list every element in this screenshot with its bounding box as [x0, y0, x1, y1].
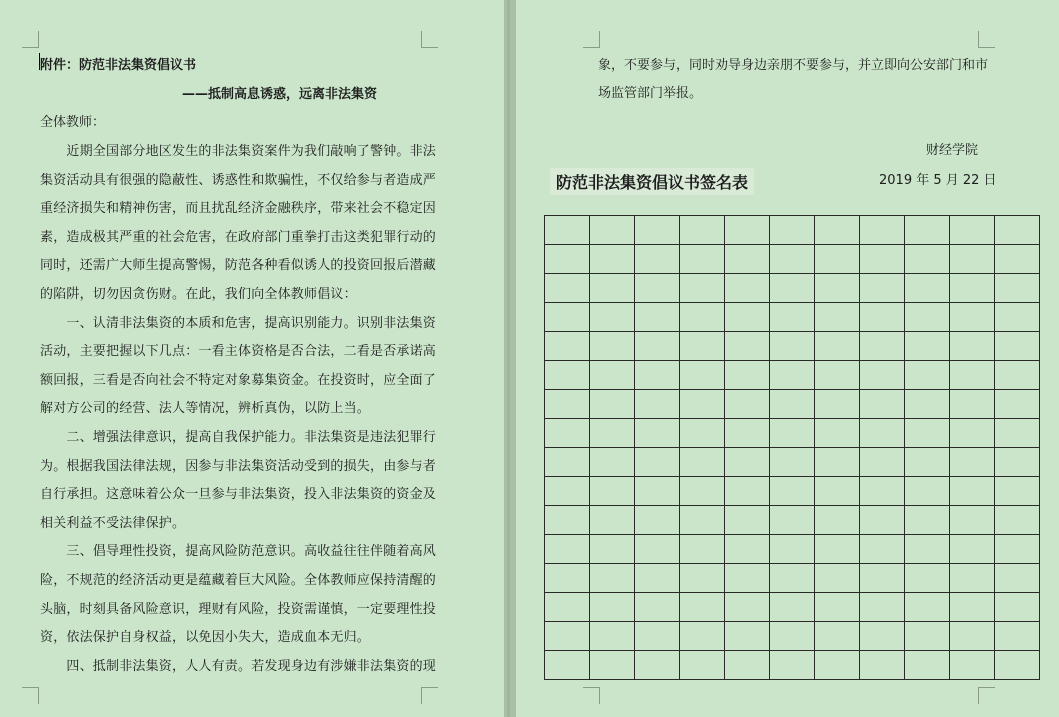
table-cell[interactable]	[725, 303, 770, 332]
table-cell[interactable]	[680, 245, 725, 274]
table-cell[interactable]	[995, 361, 1040, 390]
table-cell[interactable]	[680, 216, 725, 245]
table-cell[interactable]	[725, 274, 770, 303]
signature[interactable]: 财经学院	[926, 143, 979, 158]
table-cell[interactable]	[905, 651, 950, 680]
table-cell[interactable]	[950, 535, 995, 564]
crop-mark-top-right	[978, 31, 995, 48]
table-cell[interactable]	[995, 535, 1040, 564]
table-cell[interactable]	[725, 477, 770, 506]
table-cell[interactable]	[905, 332, 950, 361]
table-cell[interactable]	[635, 419, 680, 448]
table-cell[interactable]	[635, 245, 680, 274]
table-cell[interactable]	[770, 419, 815, 448]
table-cell[interactable]	[860, 390, 905, 419]
table-cell[interactable]	[590, 622, 635, 651]
table-cell[interactable]	[815, 332, 860, 361]
crop-mark-top-left	[22, 31, 39, 48]
table-row	[545, 564, 1040, 593]
table-cell[interactable]	[545, 332, 590, 361]
table-cell[interactable]	[860, 622, 905, 651]
signature-table-title[interactable]: 防范非法集资倡议书签名表	[550, 168, 754, 195]
table-cell[interactable]	[680, 274, 725, 303]
table-cell[interactable]	[950, 564, 995, 593]
table-cell[interactable]	[545, 303, 590, 332]
table-cell[interactable]	[590, 506, 635, 535]
table-cell[interactable]	[635, 274, 680, 303]
table-cell[interactable]	[995, 332, 1040, 361]
body-line[interactable]: 解对方公司的经营、法人等情况，辨析真伪，以防上当。	[40, 401, 371, 417]
table-cell[interactable]	[815, 245, 860, 274]
table-cell[interactable]	[770, 535, 815, 564]
table-cell[interactable]	[995, 593, 1040, 622]
table-cell[interactable]	[725, 419, 770, 448]
table-cell[interactable]	[950, 506, 995, 535]
table-cell[interactable]	[950, 593, 995, 622]
table-cell[interactable]	[950, 477, 995, 506]
document-page-left[interactable]	[0, 0, 504, 717]
table-cell[interactable]	[815, 419, 860, 448]
table-cell[interactable]	[995, 564, 1040, 593]
table-cell[interactable]	[725, 651, 770, 680]
table-cell[interactable]	[950, 245, 995, 274]
body-line[interactable]: 一、认清非法集资的本质和危害，提高识别能力。识别非法集资	[40, 315, 437, 331]
table-cell[interactable]	[950, 332, 995, 361]
table-cell[interactable]	[725, 535, 770, 564]
table-cell[interactable]	[545, 506, 590, 535]
table-cell[interactable]	[815, 274, 860, 303]
body-line[interactable]: 的陷阱，切勿因贪伤财。在此，我们向全体教师倡议：	[40, 287, 357, 302]
table-cell[interactable]	[590, 593, 635, 622]
body-line[interactable]: 素，造成极其严重的社会危害，在政府部门重拳打击这类犯罪行动的	[40, 229, 437, 245]
table-cell[interactable]	[905, 564, 950, 593]
table-cell[interactable]	[635, 564, 680, 593]
table-cell[interactable]	[815, 564, 860, 593]
table-cell[interactable]	[635, 390, 680, 419]
body-line[interactable]: 集资活动具有很强的隐蔽性、诱惑性和欺骗性，不仅给参与者造成严	[40, 172, 437, 188]
table-cell[interactable]	[590, 361, 635, 390]
table-cell[interactable]	[680, 622, 725, 651]
table-cell[interactable]	[995, 448, 1040, 477]
table-cell[interactable]	[680, 390, 725, 419]
table-cell[interactable]	[545, 448, 590, 477]
table-row	[545, 390, 1040, 419]
table-cell[interactable]	[815, 477, 860, 506]
table-cell[interactable]	[860, 361, 905, 390]
table-cell[interactable]	[725, 593, 770, 622]
crop-mark-top-left	[583, 31, 600, 48]
table-cell[interactable]	[770, 303, 815, 332]
table-row	[545, 622, 1040, 651]
table-cell[interactable]	[995, 303, 1040, 332]
table-cell[interactable]	[635, 535, 680, 564]
body-line[interactable]: 相关利益不受法律保护。	[40, 515, 186, 531]
table-cell[interactable]	[770, 361, 815, 390]
table-cell[interactable]	[635, 651, 680, 680]
table-cell[interactable]	[905, 477, 950, 506]
table-cell[interactable]	[860, 332, 905, 361]
table-cell[interactable]	[590, 274, 635, 303]
table-cell[interactable]	[770, 245, 815, 274]
table-cell[interactable]	[905, 274, 950, 303]
table-cell[interactable]	[905, 390, 950, 419]
table-cell[interactable]	[905, 216, 950, 245]
table-cell[interactable]	[680, 535, 725, 564]
table-cell[interactable]	[680, 593, 725, 622]
table-cell[interactable]	[545, 216, 590, 245]
body-line[interactable]: 四、抵制非法集资，人人有责。若发现身边有涉嫌非法集资的现	[40, 658, 437, 674]
table-row	[545, 303, 1040, 332]
table-cell[interactable]	[680, 448, 725, 477]
table-cell[interactable]	[950, 361, 995, 390]
table-cell[interactable]	[770, 390, 815, 419]
table-cell[interactable]	[770, 564, 815, 593]
table-cell[interactable]	[635, 477, 680, 506]
date[interactable]: 2019 年 5 月 22 日	[879, 173, 997, 188]
table-cell[interactable]	[905, 593, 950, 622]
table-cell[interactable]	[905, 506, 950, 535]
table-cell[interactable]	[590, 216, 635, 245]
table-cell[interactable]	[680, 361, 725, 390]
salutation[interactable]: 全体教师：	[40, 115, 106, 130]
table-cell[interactable]	[905, 303, 950, 332]
table-cell[interactable]	[725, 332, 770, 361]
table-cell[interactable]	[680, 477, 725, 506]
body-line[interactable]: 为。根据我国法律法规，因参与非法集资活动受到的损失，由参与者	[40, 458, 437, 474]
body-line[interactable]: 头脑，时刻具备风险意识，理财有风险，投资需谨慎，一定要理性投	[40, 601, 437, 617]
table-cell[interactable]	[725, 564, 770, 593]
table-cell[interactable]	[815, 390, 860, 419]
table-cell[interactable]	[590, 564, 635, 593]
attachment-heading[interactable]: 附件：防范非法集资倡议书	[40, 58, 197, 73]
table-row	[545, 593, 1040, 622]
table-row	[545, 506, 1040, 535]
table-cell[interactable]	[635, 332, 680, 361]
table-cell[interactable]	[860, 303, 905, 332]
table-cell[interactable]	[635, 622, 680, 651]
table-cell[interactable]	[725, 506, 770, 535]
table-cell[interactable]	[770, 593, 815, 622]
table-row	[545, 419, 1040, 448]
table-row	[545, 448, 1040, 477]
table-cell[interactable]	[815, 361, 860, 390]
table-cell[interactable]	[770, 651, 815, 680]
table-row	[545, 535, 1040, 564]
body-line[interactable]: 活动，主要把握以下几点：一看主体资格是否合法，二看是否承诺高	[40, 344, 437, 360]
table-cell[interactable]	[545, 390, 590, 419]
table-cell[interactable]	[815, 593, 860, 622]
table-cell[interactable]	[590, 477, 635, 506]
table-cell[interactable]	[995, 419, 1040, 448]
table-cell[interactable]	[860, 419, 905, 448]
table-cell[interactable]	[770, 506, 815, 535]
table-cell[interactable]	[770, 332, 815, 361]
table-cell[interactable]	[635, 216, 680, 245]
table-cell[interactable]	[995, 274, 1040, 303]
table-cell[interactable]	[725, 448, 770, 477]
table-cell[interactable]	[950, 419, 995, 448]
table-cell[interactable]	[545, 535, 590, 564]
table-cell[interactable]	[770, 622, 815, 651]
table-cell[interactable]	[815, 535, 860, 564]
body-line[interactable]: 重经济损失和精神伤害，而且扰乱经济金融秩序，带来社会不稳定因	[40, 201, 437, 217]
table-cell[interactable]	[545, 477, 590, 506]
table-cell[interactable]	[545, 274, 590, 303]
table-row	[545, 274, 1040, 303]
table-cell[interactable]	[905, 622, 950, 651]
table-cell[interactable]	[995, 622, 1040, 651]
table-cell[interactable]	[815, 622, 860, 651]
table-cell[interactable]	[860, 245, 905, 274]
table-cell[interactable]	[680, 419, 725, 448]
table-cell[interactable]	[545, 245, 590, 274]
table-cell[interactable]	[905, 419, 950, 448]
table-cell[interactable]	[635, 361, 680, 390]
body-line[interactable]: 额回报，三看是否向社会不特定对象募集资金。在投资时，应全面了	[40, 372, 437, 388]
table-cell[interactable]	[590, 332, 635, 361]
table-cell[interactable]	[995, 245, 1040, 274]
crop-mark-top-right	[421, 31, 438, 48]
table-cell[interactable]	[770, 216, 815, 245]
table-cell[interactable]	[815, 303, 860, 332]
table-cell[interactable]	[770, 274, 815, 303]
table-cell[interactable]	[680, 564, 725, 593]
continued-line-2[interactable]: 场监管部门举报。	[598, 86, 703, 101]
table-cell[interactable]	[950, 216, 995, 245]
table-cell[interactable]	[905, 361, 950, 390]
table-cell[interactable]	[995, 506, 1040, 535]
table-cell[interactable]	[815, 506, 860, 535]
table-cell[interactable]	[770, 477, 815, 506]
table-cell[interactable]	[995, 477, 1040, 506]
body-line[interactable]: 同时，还需广大师生提高警惕，防范各种看似诱人的投资回报后潜藏	[40, 258, 437, 274]
table-cell[interactable]	[545, 564, 590, 593]
table-cell[interactable]	[680, 332, 725, 361]
table-cell[interactable]	[590, 419, 635, 448]
table-cell[interactable]	[905, 245, 950, 274]
table-cell[interactable]	[950, 622, 995, 651]
table-cell[interactable]	[545, 593, 590, 622]
table-cell[interactable]	[950, 274, 995, 303]
signature-table[interactable]	[544, 215, 1040, 680]
body-line[interactable]: 近期全国部分地区发生的非法集资案件为我们敲响了警钟。非法	[40, 144, 437, 159]
table-cell[interactable]	[950, 390, 995, 419]
table-cell[interactable]	[590, 245, 635, 274]
table-cell[interactable]	[860, 506, 905, 535]
crop-mark-bottom-left	[583, 687, 600, 704]
table-cell[interactable]	[635, 303, 680, 332]
table-cell[interactable]	[590, 390, 635, 419]
table-cell[interactable]	[995, 216, 1040, 245]
table-cell[interactable]	[725, 216, 770, 245]
body-line[interactable]: 二、增强法律意识，提高自我保护能力。非法集资是违法犯罪行	[40, 430, 437, 445]
table-cell[interactable]	[860, 651, 905, 680]
table-cell[interactable]	[590, 448, 635, 477]
table-cell[interactable]	[725, 622, 770, 651]
table-cell[interactable]	[725, 361, 770, 390]
table-row	[545, 332, 1040, 361]
table-cell[interactable]	[815, 216, 860, 245]
body-line[interactable]: 资，依法保护自身权益，以免因小失大，造成血本无归。	[40, 630, 371, 646]
table-cell[interactable]	[860, 274, 905, 303]
table-cell[interactable]	[545, 651, 590, 680]
table-cell[interactable]	[590, 651, 635, 680]
table-cell[interactable]	[590, 535, 635, 564]
table-cell[interactable]	[860, 477, 905, 506]
table-cell[interactable]	[635, 448, 680, 477]
table-cell[interactable]	[995, 651, 1040, 680]
table-cell[interactable]	[860, 448, 905, 477]
table-cell[interactable]	[635, 593, 680, 622]
table-cell[interactable]	[545, 622, 590, 651]
continued-line-1[interactable]: 象，不要参与，同时劝导身边亲朋不要参与，并立即向公安部门和市	[598, 58, 989, 73]
table-cell[interactable]	[905, 448, 950, 477]
subheading[interactable]: ——抵制高息诱惑，远离非法集资	[182, 87, 378, 102]
table-cell[interactable]	[725, 245, 770, 274]
table-cell[interactable]	[770, 448, 815, 477]
table-cell[interactable]	[860, 216, 905, 245]
body-line[interactable]: 三、倡导理性投资，提高风险防范意识。高收益往往伴随着高风	[40, 544, 437, 560]
crop-mark-bottom-left	[22, 687, 39, 704]
table-row	[545, 245, 1040, 274]
table-cell[interactable]	[590, 303, 635, 332]
table-cell[interactable]	[995, 390, 1040, 419]
table-cell[interactable]	[680, 506, 725, 535]
crop-mark-bottom-right	[978, 687, 995, 704]
table-cell[interactable]	[860, 593, 905, 622]
table-cell[interactable]	[680, 651, 725, 680]
table-row	[545, 216, 1040, 245]
page-gutter	[504, 0, 516, 717]
table-cell[interactable]	[950, 448, 995, 477]
table-row	[545, 361, 1040, 390]
table-cell[interactable]	[950, 303, 995, 332]
table-cell[interactable]	[815, 651, 860, 680]
table-cell[interactable]	[545, 419, 590, 448]
table-cell[interactable]	[725, 390, 770, 419]
table-cell[interactable]	[860, 535, 905, 564]
body-line[interactable]: 自行承担。这意味着公众一旦参与非法集资，投入非法集资的资金及	[40, 487, 437, 503]
crop-mark-bottom-right	[421, 687, 438, 704]
table-row	[545, 477, 1040, 506]
table-cell[interactable]	[905, 535, 950, 564]
table-cell[interactable]	[815, 448, 860, 477]
table-row	[545, 651, 1040, 680]
body-line[interactable]: 险，不规范的经济活动更是蕴藏着巨大风险。全体教师应保持清醒的	[40, 573, 437, 588]
table-cell[interactable]	[860, 564, 905, 593]
table-cell[interactable]	[545, 361, 590, 390]
table-cell[interactable]	[635, 506, 680, 535]
table-cell[interactable]	[950, 651, 995, 680]
table-cell[interactable]	[680, 303, 725, 332]
